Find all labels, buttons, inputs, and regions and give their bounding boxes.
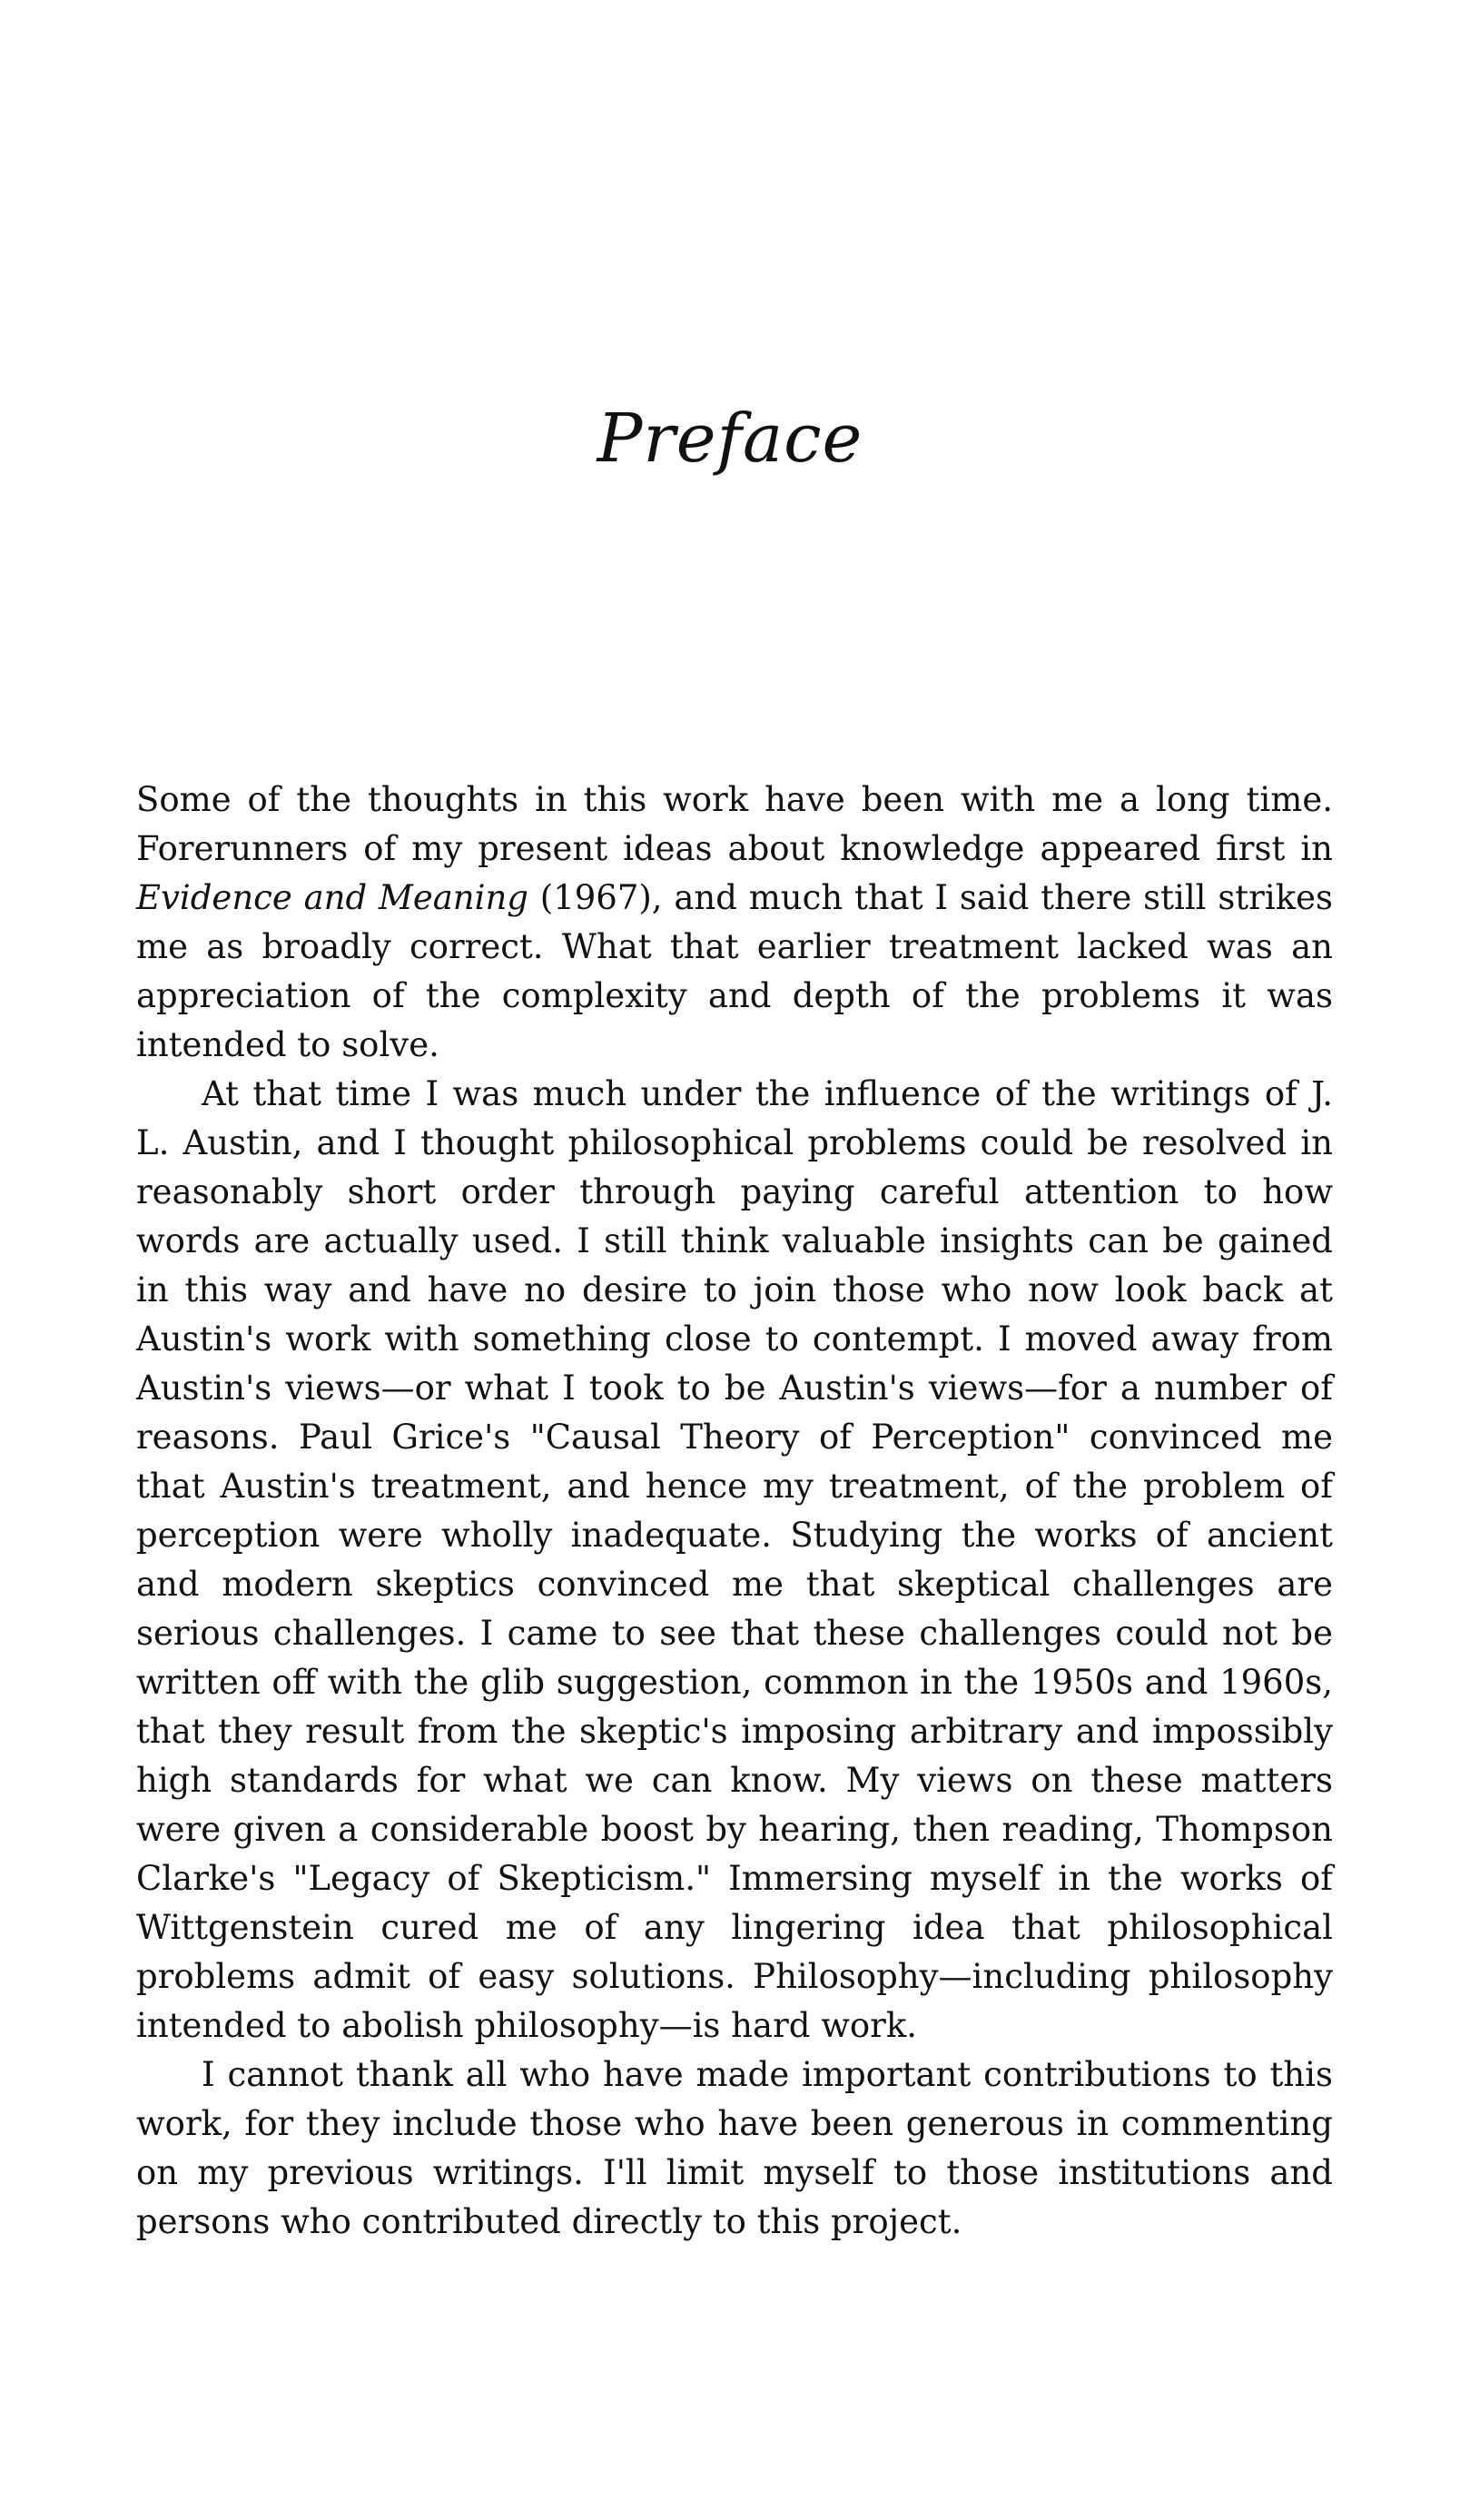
book-title-italic: Evidence and Meaning	[136, 878, 528, 917]
paragraph-1-lead: Some of the thoughts in this work have been with me a long time. Forerunners of my present ideas about knowledge appeared first in	[136, 780, 1333, 868]
body-text	[136, 776, 1333, 2247]
page-title: Preface	[597, 400, 863, 478]
paragraph-2: At that time I was much under the influence of the writings of J. L. Austin, and I thought philosophical problems could be resolved in reasonably short order through paying careful attention to how words are actually used. I still think valuable insights can be gained in this way and have no desire to join those who now look back at Austin's work with something close to contempt. I moved away from Austin's views—or what I took to be Austin's views—for a number of reasons. Paul Grice's "Causal Theory of Perception" convinced me that Austin's treatment, and hence my treatment, of the problem of perception were wholly inadequate. Studying the works of ancient and modern skeptics convinced me that skeptical challenges are serious challenges. I came to see that these challenges could not be written off with the glib suggestion, common in the 1950s and 1960s, that they result from the skeptic's imposing arbitrary and impossibly high standards for what we can know. My views on these matters were given a considerable boost by hearing, then reading, Thompson Clarke's "Legacy of Skepticism." Immersing myself in the works of Wittgenstein cured me of any lingering idea that philosophical problems admit of easy solutions. Philosophy—including philosophy intended to abolish philosophy—is hard work.	[136, 1074, 1333, 2045]
paragraph-3: I cannot thank all who have made important contributions to this work, for they include those who have been generous in commenting on my previous writings. I'll limit myself to those institutions and persons who contributed directly to this project.	[136, 2055, 1333, 2241]
paragraph-1-rest: (1967), and much that I said there still strikes me as broadly correct. What that earlier treatment lacked was an appreciation of the complexity and depth of the problems it was intended to solve.	[136, 878, 1333, 1064]
paragraph-1	[136, 776, 1333, 1070]
